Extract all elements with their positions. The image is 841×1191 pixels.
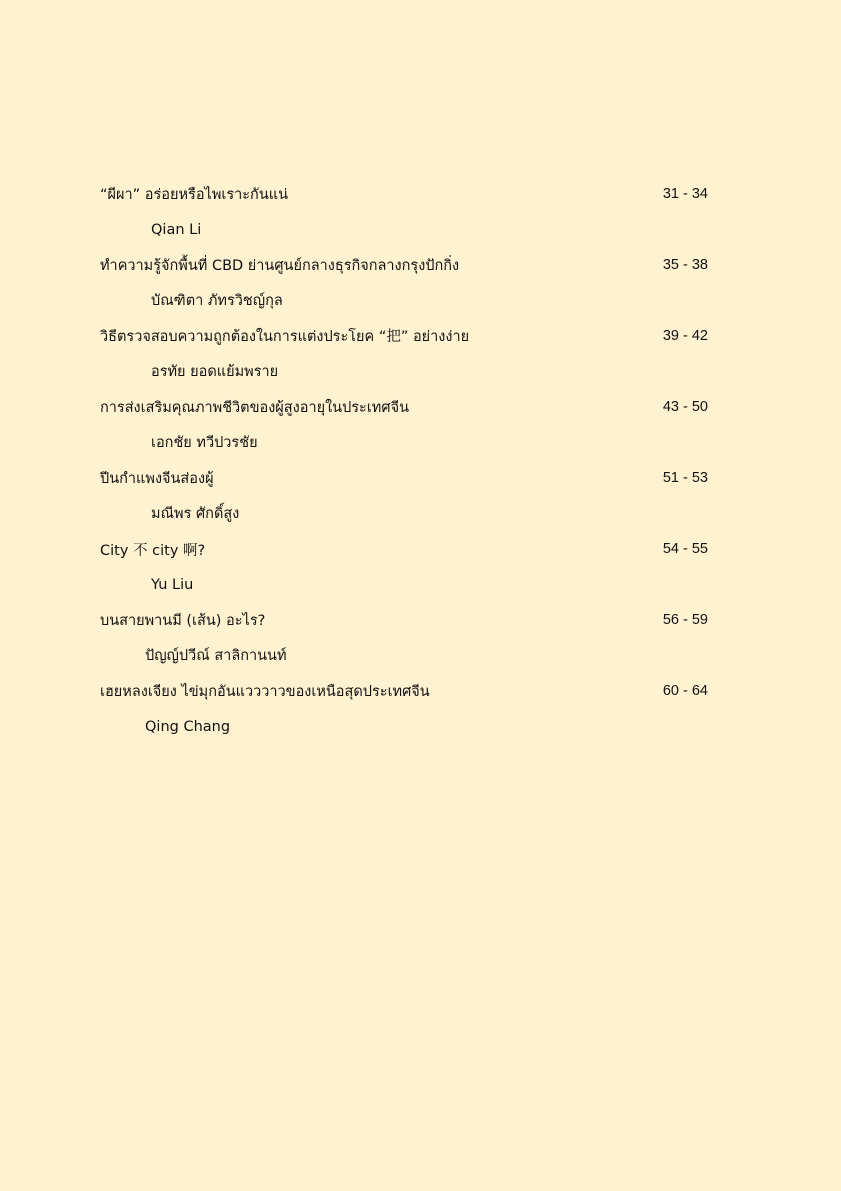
toc-title-row bbox=[100, 531, 708, 567]
page-range: 60 - 64 bbox=[662, 683, 708, 699]
toc-title-row bbox=[100, 389, 708, 425]
article-author: มณีพร ศักดิ์สูง bbox=[151, 506, 240, 522]
article-author: เอกชัย ทวีปวรชัย bbox=[151, 435, 258, 451]
toc-title-row bbox=[100, 176, 708, 212]
toc-entry bbox=[100, 673, 708, 744]
page-range: 35 - 38 bbox=[662, 257, 708, 273]
page-range: 56 - 59 bbox=[662, 612, 708, 628]
article-author: บัณฑิตา ภัทรวิชญ์กุล bbox=[151, 293, 283, 309]
article-title: ปีนกำแพงจีนส่องผู้ bbox=[100, 470, 214, 487]
toc-title-row bbox=[100, 602, 708, 638]
toc-entry bbox=[100, 318, 708, 389]
toc-entry bbox=[100, 176, 708, 247]
page-range: 43 - 50 bbox=[662, 399, 708, 415]
article-title: “ผีผา” อร่อยหรือไพเราะกันแน่ bbox=[100, 186, 288, 203]
article-author: Yu Liu bbox=[151, 576, 194, 593]
article-author: Qing Chang bbox=[145, 718, 231, 735]
article-title: เฮยหลงเจียง ไข่มุกอันแวววาวของเหนือสุดประเทศจีน bbox=[100, 683, 430, 700]
page-range: 31 - 34 bbox=[662, 186, 708, 202]
toc-entry bbox=[100, 531, 708, 602]
toc-entry bbox=[100, 247, 708, 318]
article-author: Qian Li bbox=[151, 221, 202, 238]
page-range: 51 - 53 bbox=[662, 470, 708, 486]
toc-entry bbox=[100, 389, 708, 460]
article-author: อรทัย ยอดแย้มพราย bbox=[151, 364, 279, 380]
article-title: ทำความรู้จักพื้นที่ CBD ย่านศูนย์กลางธุรกิจกลางกรุงปักกิ่ง bbox=[100, 257, 460, 274]
toc-title-row bbox=[100, 460, 708, 496]
page-range: 39 - 42 bbox=[662, 328, 708, 344]
article-title: วิธีตรวจสอบความถูกต้องในการแต่งประโยค “把” อย่างง่าย bbox=[100, 328, 470, 345]
toc-title-row bbox=[100, 247, 708, 283]
article-title: การส่งเสริมคุณภาพชีวิตของผู้สูงอายุในประเทศจีน bbox=[100, 399, 409, 416]
table-of-contents bbox=[100, 176, 708, 744]
article-title: บนสายพานมี (เส้น) อะไร? bbox=[100, 612, 266, 629]
toc-entry bbox=[100, 602, 708, 673]
toc-entry bbox=[100, 460, 708, 531]
toc-title-row bbox=[100, 673, 708, 709]
article-author: ปัญญ์ปวีณ์ สาลิกานนท์ bbox=[145, 648, 287, 664]
toc-title-row bbox=[100, 318, 708, 354]
page-range: 54 - 55 bbox=[662, 541, 708, 557]
article-title: City 不 city 啊? bbox=[100, 542, 206, 559]
